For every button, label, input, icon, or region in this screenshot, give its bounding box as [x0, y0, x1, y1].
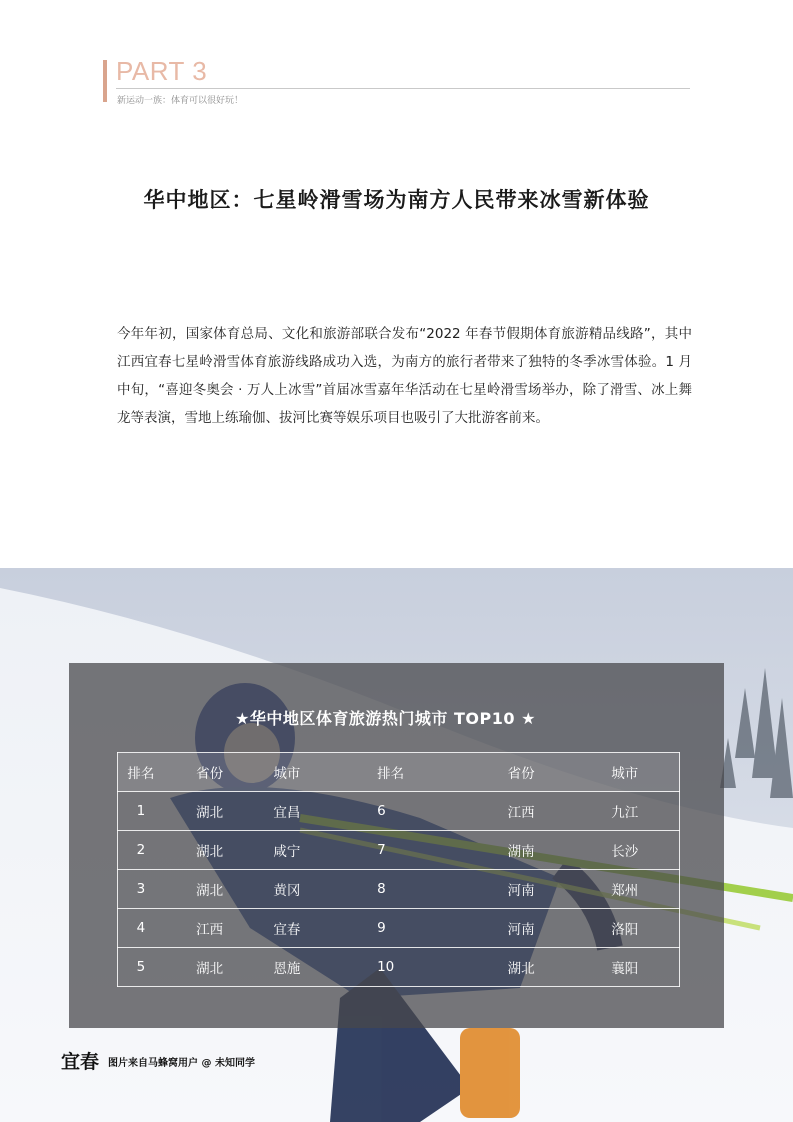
- article-paragraph: 今年年初，国家体育总局、文化和旅游部联合发布“2022 年春节假期体育旅游精品线路”，其中江西宜春七星岭滑雪体育旅游线路成功入选，为南方的旅行者带来了独特的冬季冰雪体验。1 月中旬，“喜迎冬奥会 · 万人上冰雪”首届冰雪嘉年华活动在七星岭滑雪场举办，除了滑雪、冰上舞龙等表演，雪地上练瑜伽、拔河比赛等娱乐项目也吸引了大批游客前来。: [117, 326, 692, 426]
- rank-cell: 3: [118, 870, 164, 909]
- city-cell: 宜昌: [255, 792, 337, 831]
- ranking-table: [117, 752, 680, 987]
- city-cell: 襄阳: [597, 948, 679, 987]
- province-cell: 江西: [164, 909, 256, 948]
- ranking-table-title: ★华中地区体育旅游热门城市 TOP10 ★: [235, 709, 536, 728]
- table-header-row: [118, 753, 680, 792]
- province-cell: 河南: [472, 909, 598, 948]
- ranking-table-container: [117, 752, 680, 987]
- province-cell: 河南: [472, 870, 598, 909]
- rank-cell: 6: [337, 792, 472, 831]
- rank-cell: 10: [337, 948, 472, 987]
- province-cell: 湖北: [164, 792, 256, 831]
- rank-cell: 7: [337, 831, 472, 870]
- header-city: 城市: [597, 753, 679, 792]
- province-cell: 湖北: [472, 948, 598, 987]
- city-cell: 洛阳: [597, 909, 679, 948]
- table-row: [118, 948, 680, 987]
- header-rank: 排名: [337, 753, 472, 792]
- header-city: 城市: [255, 753, 337, 792]
- part-accent-bar: [103, 60, 107, 102]
- part-subtitle: 新运动一族：体育可以很好玩！: [117, 96, 244, 106]
- photo-caption-city: 宜春: [61, 1051, 100, 1073]
- table-row: [118, 831, 680, 870]
- province-cell: 湖北: [164, 948, 256, 987]
- header-rule: [116, 88, 690, 89]
- city-cell: 恩施: [255, 948, 337, 987]
- city-cell: 黄冈: [255, 870, 337, 909]
- header-rank: 排名: [118, 753, 164, 792]
- province-cell: 湖北: [164, 831, 256, 870]
- article-headline: 华中地区：七星岭滑雪场为南方人民带来冰雪新体验: [143, 188, 650, 212]
- province-cell: 湖南: [472, 831, 598, 870]
- rank-cell: 5: [118, 948, 164, 987]
- table-row: [118, 870, 680, 909]
- city-cell: 宜春: [255, 909, 337, 948]
- rank-cell: 8: [337, 870, 472, 909]
- city-cell: 郑州: [597, 870, 679, 909]
- province-cell: 湖北: [164, 870, 256, 909]
- table-row: [118, 909, 680, 948]
- header-province: 省份: [472, 753, 598, 792]
- part-title: PART 3: [116, 56, 208, 86]
- rank-cell: 2: [118, 831, 164, 870]
- header-province: 省份: [164, 753, 256, 792]
- city-cell: 九江: [597, 792, 679, 831]
- table-row: [118, 792, 680, 831]
- rank-cell: 4: [118, 909, 164, 948]
- province-cell: 江西: [472, 792, 598, 831]
- city-cell: 咸宁: [255, 831, 337, 870]
- rank-cell: 9: [337, 909, 472, 948]
- city-cell: 长沙: [597, 831, 679, 870]
- photo-caption-credit: 图片来自马蜂窝用户 @ 未知同学: [108, 1058, 255, 1069]
- rank-cell: 1: [118, 792, 164, 831]
